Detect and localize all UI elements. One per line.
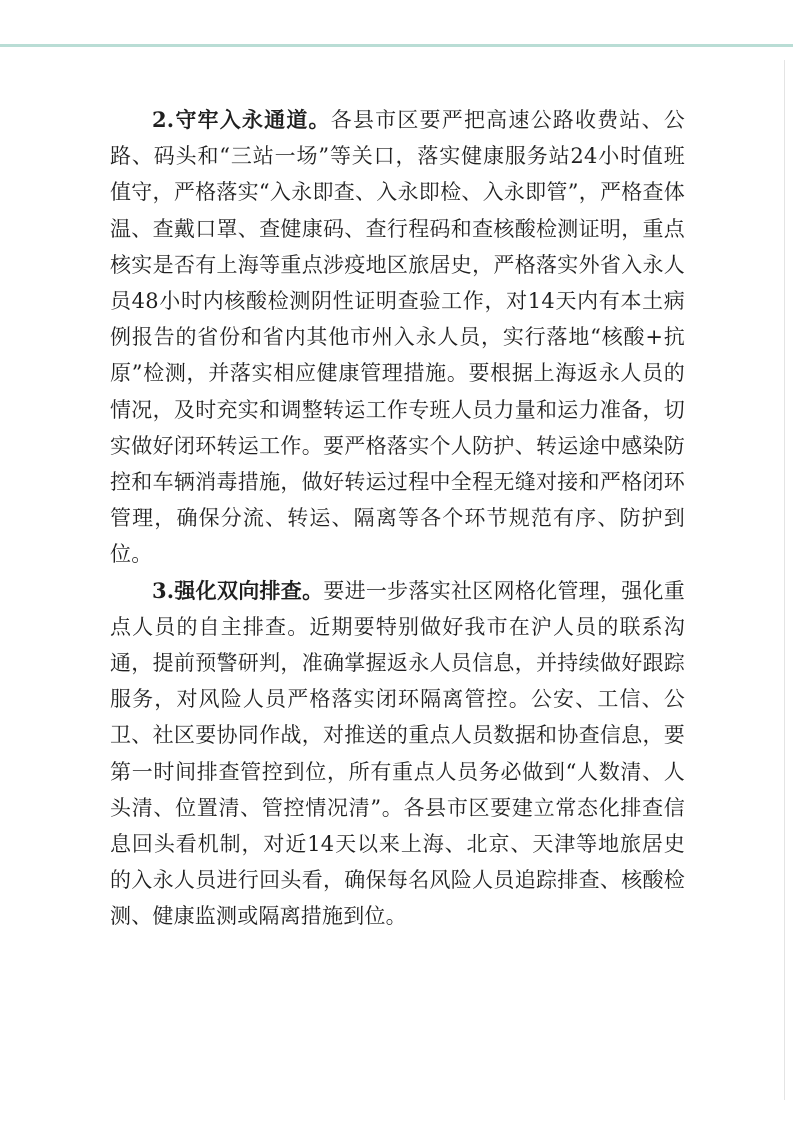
section-body-2: 要进一步落实社区网格化管理，强化重点人员的自主排查。近期要特别做好我市在沪人员的联系沟通，提前预警研判，准确掌握返永人员信息，并持续做好跟踪服务，对风险人员严格落实闭环隔离管控。公安、工信、公卫、社区要协同作战，对推送的重点人员数据和协查信息，要第一时间排查管控到位，所有重点人员务必做到“人数清、人头清、位置清、管控情况清”。各县市区要建立常态化排查信息回头看机制，对近14天以来上海、北京、天津等地旅居史的入永人员进行回头看，确保每名风险人员追踪排查、核酸检测、健康监测或隔离措施到位。: [110, 578, 685, 929]
section-paragraph-1: [110, 102, 685, 573]
section-heading-2: 3.强化双向排查。: [152, 577, 324, 603]
page-edge-line: [784, 60, 785, 1100]
section-paragraph-2: [110, 573, 685, 935]
document-body: [110, 102, 685, 935]
section-body-1: 各县市区要严把高速公路收费站、公路、码头和“三站一场”等关口，落实健康服务站24小时值班值守，严格落实“入永即查、入永即检、入永即管”，严格查体温、查戴口罩、查健康码、查行程码和查核酸检测证明，重点核实是否有上海等重点涉疫地区旅居史，严格落实外省入永人员48小时内核酸检测阴性证明查验工作，对14天内有本土病例报告的省份和省内其他市州入永人员，实行落地“核酸+抗原”检测，并落实相应健康管理措施。要根据上海返永人员的情况，及时充实和调整转运工作专班人员力量和运力准备，切实做好闭环转运工作。要严格落实个人防护、转运途中感染防控和车辆消毒措施，做好转运过程中全程无缝对接和严格闭环管理，确保分流、转运、隔离等各个环节规范有序、防护到位。: [110, 108, 685, 567]
header-rule: [0, 44, 793, 47]
section-heading-1: 2.守牢入永通道。: [152, 107, 331, 132]
